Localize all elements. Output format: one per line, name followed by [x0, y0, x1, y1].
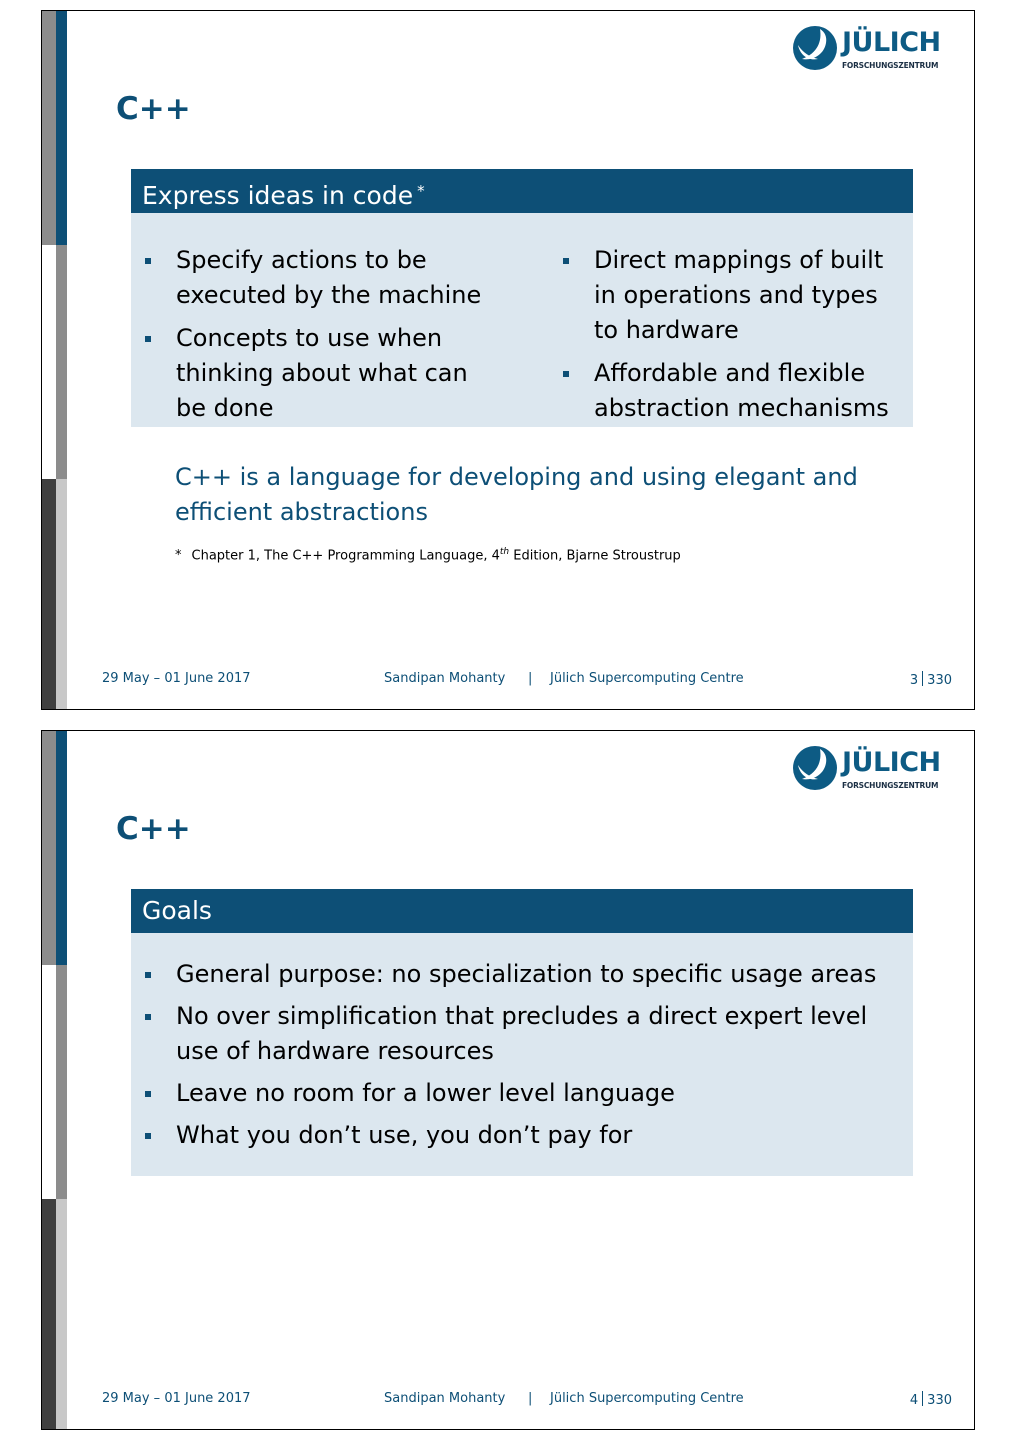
logo-wordmark: JÜLICH — [842, 747, 941, 778]
bullet-icon — [145, 258, 151, 264]
block-header-text: Express ideas in code — [142, 181, 414, 210]
list-item: What you don’t use, you don’t pay for — [145, 1118, 913, 1153]
block-header-text: Goals — [142, 896, 212, 925]
left-column — [145, 243, 485, 434]
footer-separator: | — [528, 1391, 533, 1406]
slide-title: C++ — [116, 811, 191, 847]
logo-wordmark: JÜLICH — [842, 27, 941, 58]
bullet-icon — [145, 1133, 151, 1139]
footnote-marker: * — [417, 182, 425, 200]
julich-logo-icon — [792, 745, 838, 791]
footer-organization: Jülich Supercomputing Centre — [550, 671, 744, 686]
slide-3 — [41, 10, 975, 710]
list-item: No over simplification that precludes a direct expert level use of hardware resources — [145, 999, 913, 1069]
content-block — [131, 169, 913, 427]
bullet-icon — [145, 972, 151, 978]
bullet-icon — [563, 258, 569, 264]
list-item: Concepts to use when thinking about what can be done — [145, 321, 485, 426]
block-header — [131, 169, 913, 213]
block-body — [131, 933, 913, 1176]
right-column — [563, 243, 908, 434]
julich-logo — [792, 741, 952, 797]
list-item: Affordable and flexible abstraction mechanisms — [563, 356, 908, 426]
logo-subtitle: FORSCHUNGSZENTRUM — [842, 61, 939, 70]
footnote-marker: * — [175, 548, 182, 564]
footer-author: Sandipan Mohanty — [384, 1391, 506, 1406]
julich-logo — [792, 21, 952, 77]
list-item: Leave no room for a lower level language — [145, 1076, 913, 1111]
summary-statement: C++ is a language for developing and using elegant and efficient abstractions — [175, 463, 858, 526]
list-item: Direct mappings of built in operations and types to hardware — [563, 243, 908, 348]
page-divider — [922, 1391, 923, 1406]
footer-separator: | — [528, 671, 533, 686]
page-divider — [922, 671, 923, 686]
block-body — [131, 213, 913, 427]
footer-date: 29 May – 01 June 2017 — [102, 671, 251, 686]
slide-sidebar-strip — [42, 731, 67, 1429]
block-header — [131, 889, 913, 933]
content-block — [131, 889, 913, 1176]
footnote: * Chapter 1, The C++ Programming Language, 4th Edition, Bjarne Stroustrup — [175, 547, 681, 564]
footer-date: 29 May – 01 June 2017 — [102, 1391, 251, 1406]
list-item: Specify actions to be executed by the machine — [145, 243, 485, 313]
footer-organization: Jülich Supercomputing Centre — [550, 1391, 744, 1406]
slide-sidebar-strip — [42, 11, 67, 709]
slide-footer — [42, 1391, 975, 1411]
bullet-icon — [145, 336, 151, 342]
logo-subtitle: FORSCHUNGSZENTRUM — [842, 781, 939, 790]
page-number: 3 330 — [909, 673, 952, 688]
slide-title: C++ — [116, 91, 191, 127]
julich-logo-icon — [792, 25, 838, 71]
list-item: General purpose: no specialization to specific usage areas — [145, 957, 913, 992]
slide-footer — [42, 671, 975, 691]
bullet-icon — [563, 371, 569, 377]
page-number: 4 330 — [909, 1393, 952, 1408]
bullet-icon — [145, 1014, 151, 1020]
bullet-icon — [145, 1091, 151, 1097]
footer-author: Sandipan Mohanty — [384, 671, 506, 686]
slide-4 — [41, 730, 975, 1430]
